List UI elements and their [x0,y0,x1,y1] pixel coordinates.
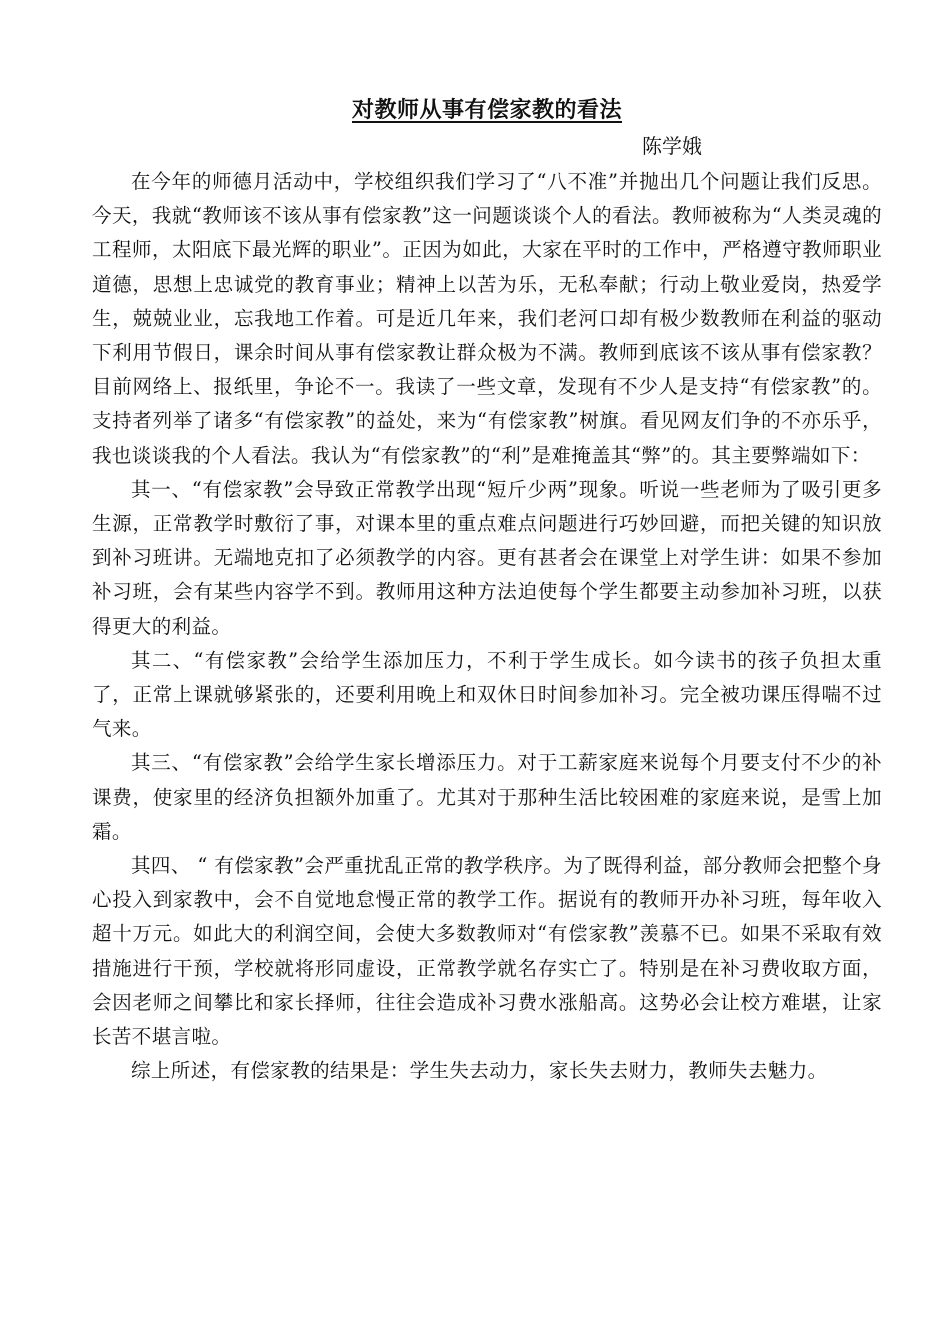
paragraph-point-4: 其四、 “ 有偿家教”会严重扰乱正常的教学秩序。为了既得利益，部分教师会把整个身心投入到家教中，会不自觉地怠慢正常的教学工作。据说有的教师开办补习班，每年收入超十万元。如此大的利润空间，会使大多数教师对“有偿家教”羡慕不已。如果不采取有效措施进行干预，学校就将形同虚设，正常教学就名存实亡了。特别是在补习费收取方面，会因老师之间攀比和家长择师，往往会造成补习费水涨船高。这势必会让校方难堪，让家长苦不堪言啦。 [92,854,882,1049]
author-name: 陈学娥 [642,134,702,158]
paragraph-point-1: 其一、“有偿家教”会导致正常教学出现“短斤少两”现象。听说一些老师为了吸引更多生源，正常教学时敷衍了事，对课本里的重点难点问题进行巧妙回避，而把关键的知识放到补习班讲。无端地克扣了必须教学的内容。更有甚者会在课堂上对学生讲：如果不参加补习班，会有某些内容学不到。教师用这种方法迫使每个学生都要主动参加补习班，以获得更大的利益。 [92,477,882,638]
document-title: 对教师从事有偿家教的看法 [351,97,622,123]
paragraph-point-2: 其二、“有偿家教”会给学生添加压力，不利于学生成长。如今读书的孩子负担太重了，正常上课就够紧张的，还要利用晚上和双休日时间参加补习。完全被功课压得喘不过气来。 [92,648,882,741]
document-body [92,165,882,1088]
paragraph-conclusion: 综上所述，有偿家教的结果是：学生失去动力，家长失去财力，教师失去魅力。 [131,1059,828,1083]
paragraph-point-3: 其三、“有偿家教”会给学生家长增添压力。对于工薪家庭来说每个月要支付不少的补课费，使家里的经济负担额外加重了。尤其对于那种生活比较困难的家庭来说，是雪上加霜。 [92,751,882,843]
document-page [92,95,882,1088]
paragraph-intro: 在今年的师德月活动中，学校组织我们学习了“八不准”并抛出几个问题让我们反思。今天，我就“教师该不该从事有偿家教”这一问题谈谈个人的看法。教师被称为“人类灵魂的工程师，太阳底下最光辉的职业”。正因为如此，大家在平时的工作中，严格遵守教师职业道德，思想上忠诚党的教育事业；精神上以苦为乐，无私奉献；行动上敬业爱岗，热爱学生，兢兢业业，忘我地工作着。可是近几年来，我们老河口却有极少数教师在利益的驱动下利用节假日，课余时间从事有偿家教让群众极为不满。教师到底该不该从事有偿家教？目前网络上、报纸里，争论不一。我读了一些文章，发现有不少人是支持“有偿家教”的。支持者列举了诸多“有偿家教”的益处，来为“有偿家教”树旗。看见网友们争的不亦乐乎，我也谈谈我的个人看法。我认为“有偿家教”的“利”是难掩盖其“弊”的。其主要弊端如下： [92,170,882,467]
